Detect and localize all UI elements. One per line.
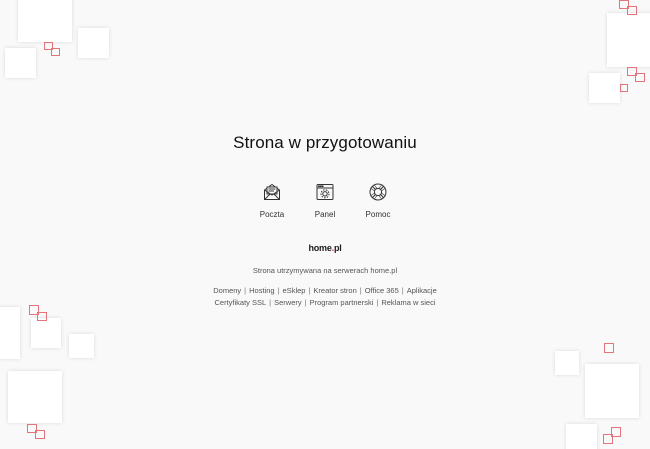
decor-outline-square — [37, 312, 47, 321]
home-pl-logo[interactable] — [0, 243, 650, 253]
lifebuoy-icon — [368, 182, 388, 202]
hosted-info: Strona utrzymywana na serwerach home.pl — [252, 266, 398, 275]
decor-square — [18, 0, 72, 42]
decor-square — [607, 13, 650, 67]
logo-prefix: home — [308, 243, 332, 253]
panel-link-label: Panel — [314, 210, 336, 219]
help-link-label: Pomoc — [365, 210, 391, 219]
footer-link-aplikacje[interactable]: Aplikacje — [406, 286, 437, 295]
footer-row-1 — [0, 286, 650, 295]
decor-outline-square — [635, 73, 645, 82]
footer-link-hosting[interactable]: Hosting — [249, 286, 275, 295]
decor-outline-square — [620, 84, 628, 92]
decor-square — [589, 73, 620, 103]
decor-square — [585, 364, 639, 418]
help-link[interactable] — [352, 182, 405, 219]
footer-separator: | — [304, 298, 307, 307]
footer-link-domeny[interactable]: Domeny — [213, 286, 242, 295]
logo-accent: . — [331, 243, 334, 253]
panel-icon — [315, 182, 335, 202]
decor-outline-square — [51, 48, 60, 56]
footer-link-office-365[interactable]: Office 365 — [364, 286, 399, 295]
footer-row-2 — [0, 298, 650, 307]
page-title: Strona w przygotowaniu — [233, 133, 417, 152]
footer-link-esklep[interactable]: eSklep — [282, 286, 306, 295]
mail-link-label: Poczta — [259, 210, 285, 219]
footer-separator: | — [277, 286, 280, 295]
decor-square — [78, 28, 109, 58]
footer-separator: | — [401, 286, 404, 295]
decor-square — [566, 424, 597, 449]
decor-outline-square — [604, 343, 614, 353]
decor-square — [8, 371, 62, 423]
footer-separator: | — [308, 286, 311, 295]
footer-separator: | — [244, 286, 247, 295]
footer-separator: | — [376, 298, 379, 307]
mail-icon — [262, 182, 282, 202]
logo-suffix: pl — [333, 243, 342, 253]
mail-link[interactable] — [246, 182, 299, 219]
footer-link-kreator-stron[interactable]: Kreator stron — [313, 286, 357, 295]
footer-separator: | — [269, 298, 272, 307]
decor-square — [31, 318, 61, 348]
footer-link-program-partnerski[interactable]: Program partnerski — [309, 298, 374, 307]
footer-link-serwery[interactable]: Serwery — [274, 298, 302, 307]
decor-outline-square — [627, 6, 637, 15]
panel-link[interactable] — [299, 182, 352, 219]
footer-separator: | — [359, 286, 362, 295]
footer-link-reklama-w-sieci[interactable]: Reklama w sieci — [381, 298, 436, 307]
decor-square — [0, 307, 20, 359]
quick-links — [0, 182, 650, 219]
footer-link-certyfikaty-ssl[interactable]: Certyfikaty SSL — [214, 298, 267, 307]
decor-outline-square — [611, 427, 621, 437]
decor-outline-square — [35, 430, 45, 439]
decor-square — [69, 334, 94, 358]
decor-square — [5, 48, 36, 78]
decor-square — [555, 351, 579, 375]
